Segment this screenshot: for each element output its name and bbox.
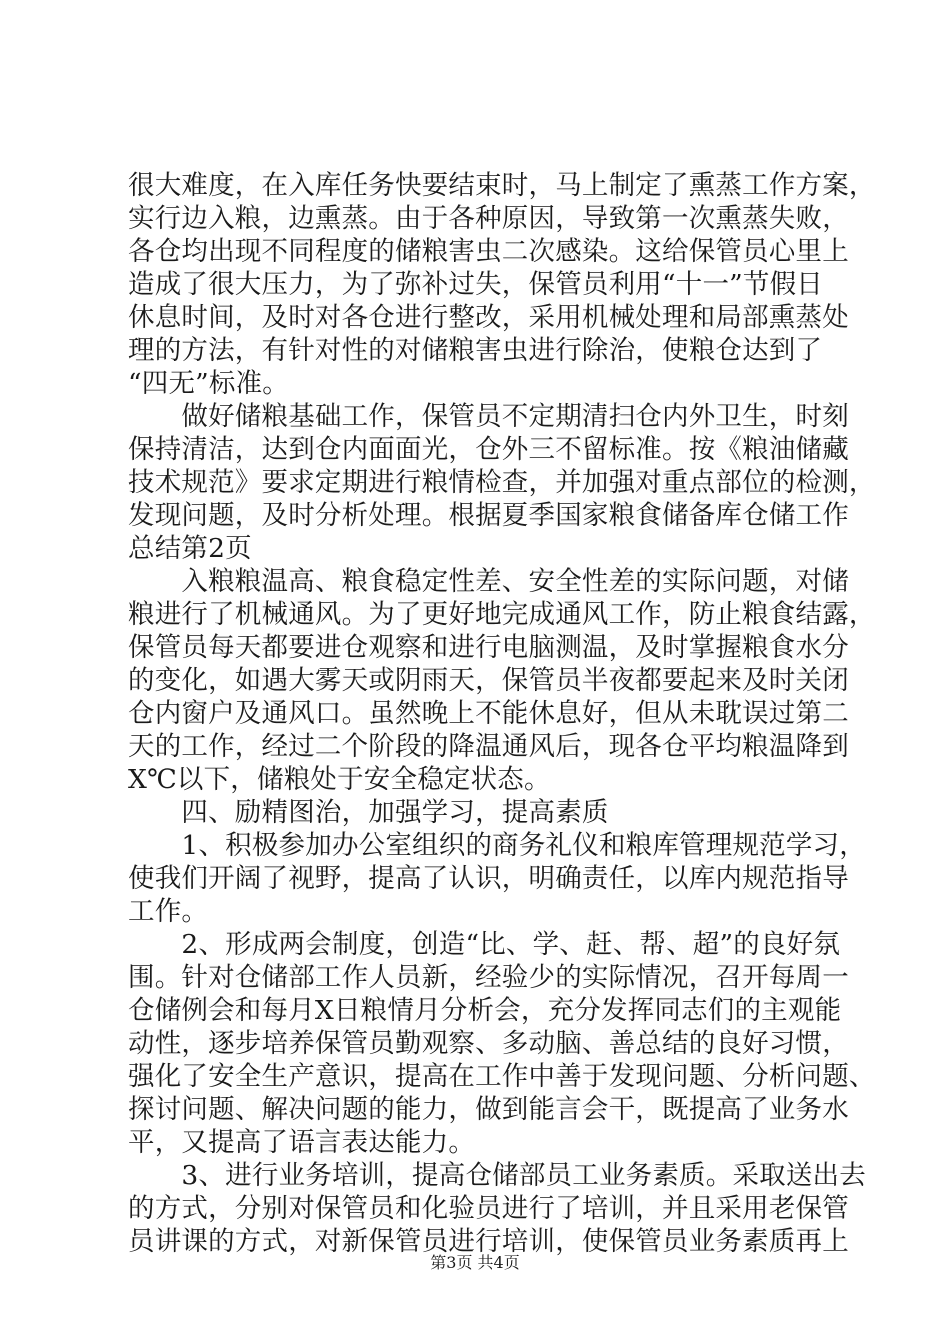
text-line: 员讲课的方式，对新保管员进行培训，使保管员业务素质再上 [128, 1226, 849, 1257]
text-line: 使我们开阔了视野，提高了认识，明确责任，以库内规范指导 [128, 863, 849, 894]
text-line: 仓储例会和每月X日粮情月分析会，充分发挥同志们的主观能 [128, 995, 842, 1026]
text-line: 平，又提高了语言表达能力。 [128, 1127, 476, 1158]
text-line: 保持清洁，达到仓内面面光，仓外三不留标准。按《粮油储藏 [128, 434, 849, 465]
text-line: 的变化，如遇大雾天或阴雨天，保管员半夜都要起来及时关闭 [128, 665, 849, 696]
text-line: 强化了安全生产意识，提高在工作中善于发现问题、分析问题、 [128, 1061, 876, 1092]
text-line: 理的方法，有针对性的对储粮害虫进行除治，使粮仓达到了 [128, 335, 823, 366]
text-line: 3、进行业务培训，提高仓储部员工业务素质。采取送出去 [128, 1160, 866, 1191]
text-line: 围。针对仓储部工作人员新，经验少的实际情况，召开每周一 [128, 962, 849, 993]
text-line: “四无”标准。 [128, 368, 289, 399]
text-line: 1、积极参加办公室组织的商务礼仪和粮库管理规范学习， [128, 830, 866, 861]
text-line: 粮进行了机械通风。为了更好地完成通风工作，防止粮食结露， [128, 599, 876, 630]
text-line: 很大难度，在入库任务快要结束时，马上制定了熏蒸工作方案， [128, 170, 876, 201]
section-heading: 四、励精图治，加强学习，提高素质 [128, 797, 609, 828]
text-line: 造成了很大压力，为了弥补过失，保管员利用“十一”节假日 [128, 269, 823, 300]
page-number-footer: 第3页 共4页 [430, 1253, 520, 1272]
text-line: 做好储粮基础工作，保管员不定期清扫仓内外卫生，时刻 [128, 401, 849, 432]
text-line: 总结第2页 [128, 533, 252, 564]
text-line: 各仓均出现不同程度的储粮害虫二次感染。这给保管员心里上 [128, 236, 849, 267]
text-line: 2、形成两会制度，创造“比、学、赶、帮、超”的良好氛 [128, 929, 841, 960]
text-line: 的方式，分别对保管员和化验员进行了培训，并且采用老保管 [128, 1193, 849, 1224]
text-line: 休息时间，及时对各仓进行整改，采用机械处理和局部熏蒸处 [128, 302, 849, 333]
text-line: 天的工作，经过二个阶段的降温通风后，现各仓平均粮温降到 [128, 731, 849, 762]
text-line: 仓内窗户及通风口。虽然晚上不能休息好，但从未耽误过第二 [128, 698, 849, 729]
text-line: 实行边入粮，边熏蒸。由于各种原因，导致第一次熏蒸失败， [128, 203, 849, 234]
text-line: 工作。 [128, 896, 209, 927]
text-line: 技术规范》要求定期进行粮情检查，并加强对重点部位的检测， [128, 467, 876, 498]
text-line: 保管员每天都要进仓观察和进行电脑测温，及时掌握粮食水分 [128, 632, 849, 663]
text-line: 入粮粮温高、粮食稳定性差、安全性差的实际问题，对储 [128, 566, 849, 597]
text-line: 动性，逐步培养保管员勤观察、多动脑、善总结的良好习惯， [128, 1028, 849, 1059]
text-line: 探讨问题、解决问题的能力，做到能言会干，既提高了业务水 [128, 1094, 849, 1125]
text-line: 发现问题，及时分析处理。根据夏季国家粮食储备库仓储工作 [128, 500, 849, 531]
text-line: X℃以下，储粮处于安全稳定状态。 [128, 764, 551, 795]
